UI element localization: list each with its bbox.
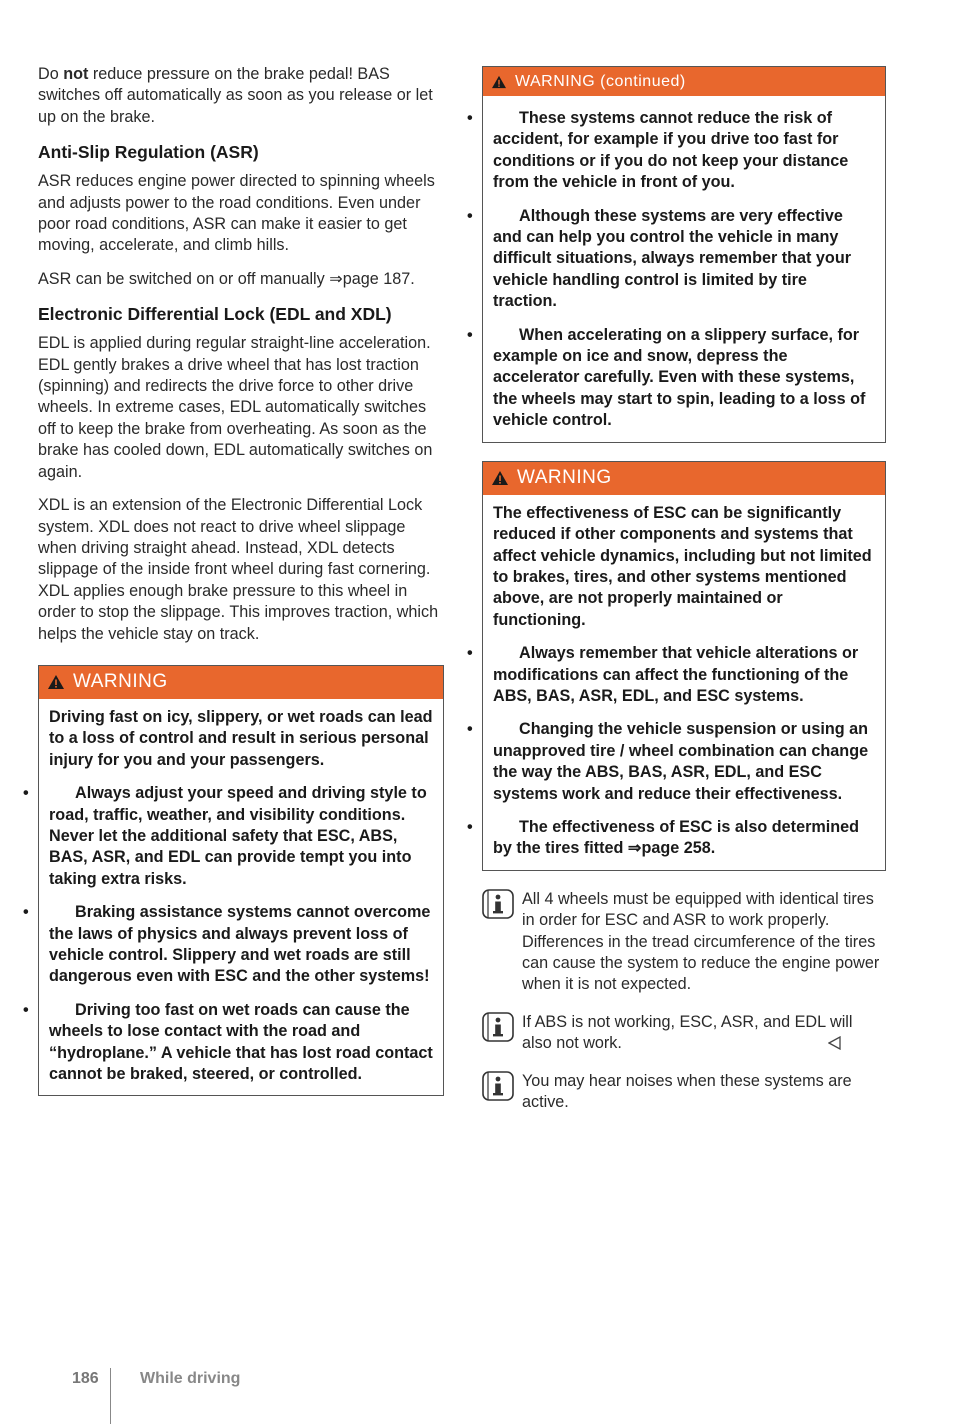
warning-box-esc [482,461,886,871]
warning-title: WARNING [73,671,168,693]
warning-box-continued [482,66,886,443]
warning-triangle-icon [491,75,507,89]
warning-header [483,462,885,495]
footer-divider [110,1368,111,1424]
warning-item: • Always remember that vehicle alterations or modifications can affect the functioning of the ABS, BAS, ASR, EDL, and ESC systems. [493,643,875,707]
asr-paragraph-1: ASR reduces engine power directed to spinning wheels and adjusts power to the road conditions. Even under poor road conditions, ASR can make it easier to get moving, accelerate, and climb hills. [38,172,435,255]
warning-item: • These systems cannot reduce the risk of accident, for example if you drive too fast for conditions or if you do not keep your distance from the vehicle in front of you. [493,108,875,194]
warning-body [39,699,443,1096]
note-noises [482,1071,886,1114]
info-icon [482,1012,514,1042]
warning-list [493,643,875,860]
asr-paragraph-2: ASR can be switched on or off manually ⇒page 187. [38,269,415,288]
left-column [38,64,444,1096]
note-wheels [482,889,886,996]
end-of-section-triangle-icon [828,1036,842,1050]
warning-item: • Although these systems are very effective and can help you control the vehicle in many difficult situations, always remember that your vehicle handling control is limited by tire traction. [493,206,875,313]
intro-paragraph: Do not reduce pressure on the brake pedal! BAS switches off automatically as soon as you release or let up on the brake. [38,65,433,126]
edl-heading: Electronic Differential Lock (EDL and XDL) [38,304,392,325]
xdl-paragraph: XDL is an extension of the Electronic Differential Lock system. XDL does not react to drive wheel slippage when driving straight ahead. Instead, XDL detects slippage of the inside front wheel during fast cornering. XDL applies enough brake pressure to this wheel in order to stop the slippage. This improves traction, which helps the vehicle stay on track. [38,496,439,643]
warning-list [49,783,433,1085]
warning-title: WARNING [517,467,612,489]
warning-continued-title: WARNING (continued) [515,72,686,90]
note-text: If ABS is not working, ESC, ASR, and EDL will also not work. [522,1012,853,1053]
warning-triangle-icon [47,674,65,690]
note-text: All 4 wheels must be equipped with identical tires in order for ESC and ASR to work properly. Differences in the tread circumference of the tires can cause the system to reduce the engine power when it is not expected. [522,889,880,994]
note-abs [482,1012,886,1055]
warning-continued-body [483,108,885,442]
warning-continued-header [483,67,885,96]
page-number: 186 [72,1370,99,1387]
warning-continued-list [493,108,875,432]
warning-item: • The effectiveness of ESC is also determined by the tires fitted ⇒page 258. [493,817,875,860]
warning-body [483,495,885,870]
asr-heading: Anti-Slip Regulation (ASR) [38,142,259,163]
info-icon [482,889,514,919]
right-column [482,66,886,1113]
warning-item: • Braking assistance systems cannot overcome the laws of physics and always prevent loss of vehicle control. Slippery and wet roads are still dangerous even with ESC and the other systems! [49,902,433,988]
section-title: While driving [140,1370,241,1387]
note-text: You may hear noises when these systems are active. [522,1071,852,1112]
warning-lead: Driving fast on icy, slippery, or wet roads can lead to a loss of control and result in serious personal injury for you and your passengers. [49,707,433,769]
warning-item: • When accelerating on a slippery surface, for example on ice and snow, depress the accelerator carefully. Even with these systems, the wheels may start to spin, leading to a loss of vehicle control. [493,325,875,432]
warning-item: • Changing the vehicle suspension or using an unapproved tire / wheel combination can change the way the ABS, BAS, ASR, EDL, and ESC systems work and reduce their effectiveness. [493,719,875,805]
warning-item: • Always adjust your speed and driving style to road, traffic, weather, and visibility conditions. Never let the additional safety that ESC, ABS, BAS, ASR, and EDL can provide tempt you into taking extra risks. [49,783,433,890]
info-icon [482,1071,514,1101]
warning-box-driving [38,665,444,1097]
edl-paragraph-1: EDL is applied during regular straight-line acceleration. EDL gently brakes a drive wheel that has lost traction (spinning) and redirects the drive force to other drive wheels. In extreme cases, EDL automatically switches off to keep the brake from overheating. As soon as the brake has cooled down, EDL automatically switches on again. [38,334,433,481]
warning-lead: The effectiveness of ESC can be significantly reduced if other components and systems that affect vehicle dynamics, including but not limited to brakes, tires, and other systems mentioned above, are not properly maintained or functioning. [493,503,872,629]
warning-item: • Driving too fast on wet roads can cause the wheels to lose contact with the road and “hydroplane.” A vehicle that has lost road contact cannot be braked, steered, or controlled. [49,1000,433,1086]
warning-triangle-icon [491,470,509,486]
warning-header [39,666,443,699]
